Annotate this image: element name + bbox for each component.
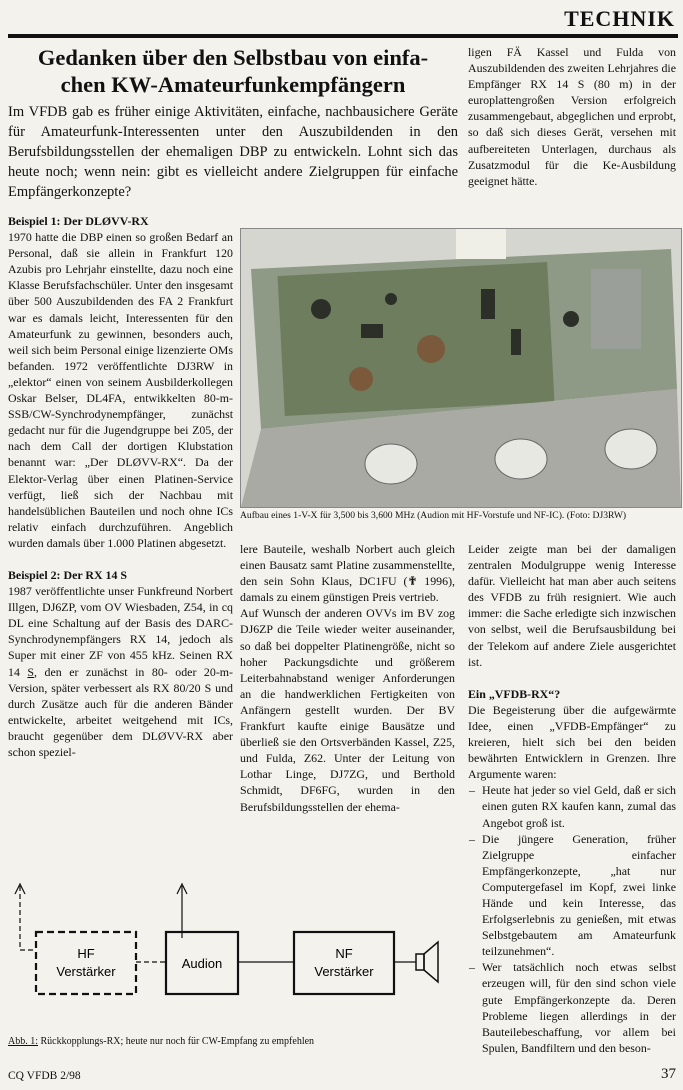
hf-amplifier-block — [36, 932, 136, 994]
article-title — [8, 44, 458, 98]
speaker-icon — [416, 954, 424, 970]
paragraph-col2-2: Auf Wunsch der anderen OVVs im BV zog DJ6ZP die Teile wieder weiter auseinander, so daß bei doppelter Platinengröße, nicht so hoher Packungsdichte und größerem Leiterbahnabstand weniger Anforderungen an die handwerklichen Fertigkeiten von Anfängern gestellt wurden. Der BV Frankfurt kaufte einige Bausätze und überließ sie den Ortsverbänden Kassel, Z25, und Fulda, Z62. Unter der Leitung von Lothar Linge, DJ7ZG, und Berthold Schmidt, DF6FG, wurden in den Berufsbildungsstellen der ehema- — [240, 606, 455, 814]
receiver-photo — [240, 228, 682, 508]
hf-label-1: HF — [77, 946, 95, 961]
section-header: TECHNIK — [564, 6, 675, 31]
paragraph-col3-2: Die Begeisterung über die aufgewärmte Idee, einen „VFDB-Empfänger“ zu kreieren, hielt sich bei den beiden bewährten Entwicklern in Grenzen. Ihre Argumente waren: — [468, 702, 676, 782]
nf-label-2: Verstärker — [314, 964, 374, 979]
column-2 — [240, 541, 455, 815]
page-number: 37 — [661, 1066, 676, 1082]
nf-label-1: NF — [335, 946, 353, 961]
paragraph-col3-1: Leider zeigte man bei der damaligen zentralen Modulgruppe wenig Interesse dafür. Vielleicht hat man aber auch seitens des VFDB zu früh resigniert. Wie auch immer: die Sache erledigte sich inzwischen von selbst, weil die Berufsausbildung bei der Telekom auf andere Ziele ausgerichtet ist. — [468, 542, 676, 669]
heading-vfdb-rx: Ein „VFDB-RX“? — [468, 686, 561, 701]
hf-label-2: Verstärker — [56, 964, 116, 979]
title-line-2: chen KW-Amateurfunkempfängern — [60, 72, 406, 97]
figure-caption-label: Abb. 1: — [8, 1036, 38, 1047]
figure-caption — [8, 1036, 458, 1048]
column-3 — [468, 541, 676, 1056]
paragraph-example-2: 1987 veröffentlichte unser Funkfreund Norbert Illgen, DJ6ZP, vom OV Wiesbaden, Z54, in cq DL eine Schaltung auf der Basis des DARC-Synchrodynempfängers RX 14, jedoch als Super mit einer ZF von 455 kHz. Seinen RX 14 S, den er zunächst in 80- oder 20-m-Version, später verbessert als RX 80/20 S und durch Zusätze auch für die anderen Bänder entwickelte, arbeitet weitgehend mit ICs, braucht gegenüber dem DLØVV-RX aber schon speziel- — [8, 584, 233, 759]
column-1 — [8, 213, 233, 760]
lead-paragraph: Im VFDB gab es früher einige Aktivitäten, einfache, nachbausichere Geräte für Amateurfunk-Interessenten unter den Auszubildenden in den Berufsbildungsstellen der ehemaligen DBP zu entwickeln. Lohnt sich das heute noch; wenn nein: gibt es vielleicht andere Zielgruppen für einfache Empfängerkonzepte? — [8, 104, 458, 200]
heading-example-1: Beispiel 1: Der DLØVV-RX — [8, 214, 149, 228]
audion-label: Audion — [181, 956, 223, 971]
paragraph-example-1: 1970 hatte die DBP einen so großen Bedarf an Personal, daß sie allein in Frankfurt 120 Azubis pro Lehrjahr einstellte, dazu noch eine Klasse Berufsfachschüler. Unter den insgesamt über 500 Auszubildenden des FA 2 Frankfurt war es damals leicht, Interessenten für den Amateurfunk zu gewinnen, besonders auch, weil sich beim Personal einige lizenzierte OMs befanden. 1972 veröffentlichte DJ3RW in „elektor“ einen von seinem Ausbilderkollegen Oskar Belser, DL4FA, entwikkelten 80-m-SSB/CW-Synchrodynempfänger, zunächst gedacht nur für die Jugendgruppe bei Z05, der nach dem Call der dortigen Klubstation benannt war: „Der DLØVV-RX“. Da der Elektor-Verlag über einen Platinen-Service verfügt, ließ sich der Nachbau mit handelsüblichen Bauteilen und noch ohne ICs relativ einfach durchzuführen. Angeblich wurden damals über 1.000 Platinen abgesetzt. — [8, 230, 233, 550]
heading-example-2: Beispiel 2: Der RX 14 S — [8, 567, 128, 582]
paragraph-col3-top: ligen FÄ Kassel und Fulda von Auszubildenden des zweiten Lehrjahres die Empfänger RX 14 S (80 m) in der europlattengroßen Version erfolgreich zusammengebaut, abgeglichen und erprobt, so daß sich dieses Gerät, versehen mit aufbereiteten Unterlagen, durchaus als Zusatzmodul für die Ke-Ausbildung geeignet hätte. — [468, 45, 676, 188]
column-3-top — [468, 44, 676, 189]
block-diagram — [6, 880, 461, 1030]
argument-item: – Wer tatsächlich noch etwas selbst erzeugen will, für den sind schon viele gute Empfängerkonzepte da. Deren Probleme liegen allerdings in der Bauteilebeschaffung, vor allem bei Spulen, Bandfiltern und den beson- — [482, 959, 676, 1056]
argument-item: – Heute hat jeder so viel Geld, daß er sich einen guten RX kaufen kann, zumal das Angebot groß ist. — [482, 782, 676, 830]
title-line-1: Gedanken über den Selbstbau von einfa- — [37, 45, 429, 70]
paragraph-col2-1: lere Bauteile, weshalb Norbert auch gleich einen Bausatz samt Platine zusammenstellte, den sein Sohn Klaus, DC1FU (✟ 1996), damals zu einem günstigen Preis vertrieb. — [240, 542, 455, 605]
nf-amplifier-block — [294, 932, 394, 994]
argument-item: – Die jüngere Generation, früher Zielgruppe einfacher Empfängerkonzepte, „hat nur Computergefasel im Kopf, zwei linke Hände und kein Interesse, das Erfolgserlebnis zu genießen, mit etwas Selbstgebautem am Amateurfunk teilzunehmen“. — [482, 831, 676, 960]
argument-list — [468, 782, 676, 1056]
photo-caption: Aufbau eines 1-V-X für 3,500 bis 3,600 MHz (Audion mit HF-Vorstufe und NF-IC). (Foto: DJ3RW) — [240, 510, 627, 521]
journal-footer: CQ VFDB 2/98 — [8, 1070, 81, 1082]
header-rule — [8, 34, 678, 38]
figure-caption-text: Rückkopplungs-RX; heute nur noch für CW-Empfang zu empfehlen — [38, 1036, 315, 1047]
